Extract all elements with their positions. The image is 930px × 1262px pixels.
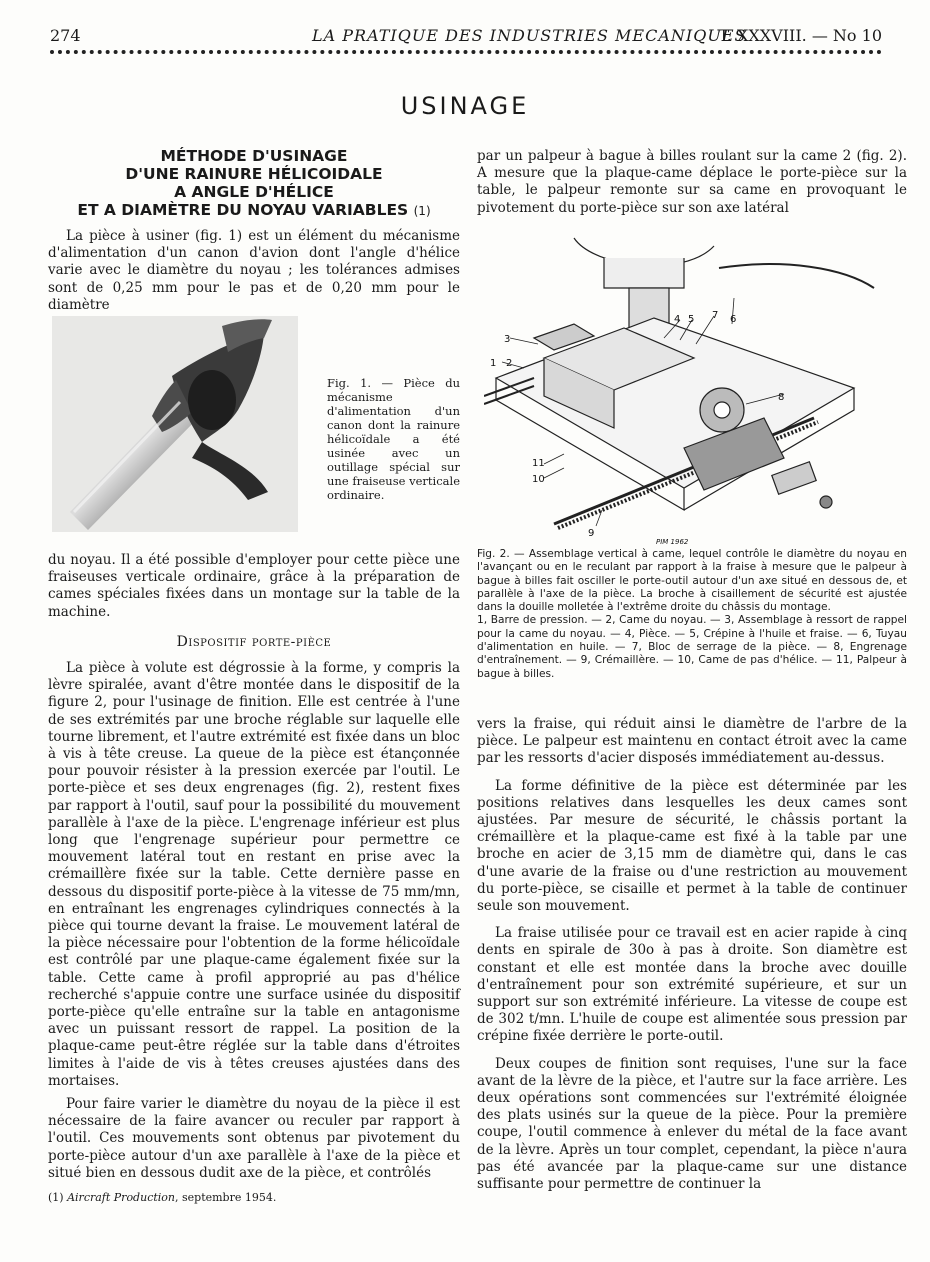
left-body-block <box>48 660 460 1188</box>
subheading-dispositif: Dispositif porte-pièce <box>176 634 332 650</box>
footnote-source: Aircraft Production <box>67 1191 175 1204</box>
right-top-block <box>477 148 907 223</box>
footnote-marker: (1) <box>48 1191 64 1204</box>
paragraph: La pièce à volute est dégrossie à la forme, y compris la lèvre spiralée, avant d'être montée dans le dispositif de la figure 2, pour l'usinage de finition. Elle est centrée à l'une de ses extrémités par une broche réglable sur laquelle elle tourne librement, et l'autre extrémité est fixée dans un bloc à vis à tête creuse. La queue de la pièce est étançonnée pour pouvoir résister à la pression exercée par l'outil. Le porte-pièce et ses deux engrenages (fig. 2), restent fixes par rapport à l'outil, sauf pour la possibilité du mouvement parallèle à l'axe de la pièce. L'engrenage inférieur est plus long que l'engrenage supérieur pour permettre ce mouvement latéral tout en restant en prise avec la crémaillère fixée sur la table. Cette dernière passe en dessous du dispositif porte-pièce à la vitesse de 75 mm/mn, en entraînant les engrenages cylindriques connectés à la pièce qui tourne devant la fraise. Le mouvement latéral de la pièce nécessaire pour l'obtention de la forme hélicoïdale est contrôlé par une plaque-came également fixée sur la table. Cette came à profil approprié au pas d'hélice recherché s'appuie contre une surface usinée du dispositif porte-pièce qu'elle entraîne sur la table en antagonisme avec un puissant ressort de rappel. La position de la plaque-came peut-être réglée sur la table dans d'étroites limites à l'aide de vis à têtes creuses ajustées dans des mortaises. <box>48 660 460 1089</box>
paragraph: Pour faire varier le diamètre du noyau de la pièce il est nécessaire de la faire avancer ou reculer par rapport à l'outil. Ces mouvements sont obtenus par pivotement du porte-pièce autour d'un axe parallèle à l'axe de la pièce et situé bien en dessous dudit axe de la pièce, et contrôlés <box>48 1096 460 1181</box>
page-number: 274 <box>50 26 81 45</box>
title-footnote-marker: (1) <box>413 204 431 218</box>
paragraph: par un palpeur à bague à billes roulant sur la came 2 (fig. 2). A mesure que la plaque-came déplace le porte-pièce sur la table, le palpeur remonte sur sa came en provoquant le pivotement du porte-pièce sur son axe latéral <box>477 148 907 216</box>
callout-7: 7 <box>712 310 719 321</box>
callout-8: 8 <box>778 392 785 403</box>
section-title: USINAGE <box>400 92 530 120</box>
callout-3: 3 <box>504 334 511 345</box>
paragraph: Deux coupes de finition sont requises, l'une sur la face avant de la lèvre de la pièce, et l'autre sur la face arrière. Les deux opérations sont commencées sur l'extrémité éloignée des plats usinés sur la queue de la pièce. Pour la première coupe, l'outil commence à enlever du métal de la face avant de la lèvre. Après un tour complet, cependant, la pièce n'aura pas été avancée par la plaque-came sur une distance suffisante pour permettre de continuer la <box>477 1055 907 1193</box>
callout-10: 10 <box>532 474 545 485</box>
callout-4: 4 <box>674 314 681 325</box>
title-line: MÉTHODE D'USINAGE <box>160 147 348 165</box>
figure-2-caption-text: Fig. 2. — Assemblage vertical à came, lequel contrôle le diamètre du noyau en l'avançant ou en le reculant par rapport à la fraise à mesure que le palpeur à bague à billes fait osciller le porte-outil autour d'un axe situé en dessous de, et parallèle à l'axe de la pièce. La broche à cisaillement de sécurité est ajustée dans la douille molletée à l'extrême droite du châssis du montage. <box>477 548 907 614</box>
callout-11: 11 <box>532 458 545 469</box>
page-header <box>50 24 882 48</box>
callout-6: 6 <box>730 314 737 325</box>
figure-1-caption: Fig. 1. — Pièce du mécanisme d'alimentation d'un canon dont la rainure hélicoïdale a été usinée avec un outillage spécial sur une fraiseuse verticale ordinaire. <box>327 376 460 502</box>
paragraph: La fraise utilisée pour ce travail est en acier rapide à cinq dents en spirale de 30o à pas à droite. Son diamètre est constant et elle est montée dans la broche avec douille d'entraînement pour son extrémité supérieure, et sur un support sur son extrémité inférieure. La vitesse de coupe est de 302 t/mn. L'huile de coupe est alimentée sous pression par crépine fixée derrière le porte-outil. <box>477 925 907 1045</box>
figure-2-caption <box>477 548 907 681</box>
issue-volume: T. XXXVIII. — No 10 <box>718 26 882 45</box>
paragraph: La forme définitive de la pièce est déterminée par les positions relatives dans lesquelles les deux cames sont ajustées. Par mesure de sécurité, le châssis portant la crémaillère et la plaque-came est fixé à la table par une broche en acier de 3,15 mm de diamètre qui, dans le cas d'une avarie de la fraise ou d'une restriction au mouvement du porte-pièce, se cisaille et permet à la table de continuer seule son mouvement. <box>477 777 907 915</box>
footnote <box>48 1191 460 1204</box>
title-line: D'UNE RAINURE HÉLICOIDALE <box>125 165 383 183</box>
intro-paragraph-block <box>48 228 460 320</box>
figure-1-photo <box>52 316 298 532</box>
callout-5: 5 <box>688 314 695 325</box>
footnote-date: , septembre 1954. <box>175 1191 277 1204</box>
paragraph: du noyau. Il a été possible d'employer pour cette pièce une fraiseuses verticale ordinaire, grâce à la préparation de cames spéciales fixées dans un montage sur la table de la machine. <box>48 552 460 620</box>
callout-2: 2 <box>506 358 513 369</box>
right-body-block <box>477 716 907 1199</box>
article-title <box>48 147 460 220</box>
callout-1: 1 <box>490 358 497 369</box>
intro-paragraph: La pièce à usiner (fig. 1) est un élément du mécanisme d'alimentation d'un canon d'avion dont l'angle d'hélice varie avec le diamètre du noyau ; les tolérances admises sont de 0,25 mm pour le pas et de 0,20 mm pour le diamètre <box>48 228 460 313</box>
callout-9: 9 <box>588 528 595 539</box>
after-figure-1-block <box>48 552 460 627</box>
paragraph: vers la fraise, qui réduit ainsi le diamètre de l'arbre de la pièce. Le palpeur est maintenu en contact étroit avec la came par les ressorts d'acier disposés immédiatement au-dessus. <box>477 716 907 767</box>
header-divider <box>50 50 882 54</box>
figure-2-drawing <box>484 228 884 546</box>
figure-2-legend: 1, Barre de pression. — 2, Came du noyau. — 3, Assemblage à ressort de rappel pour la came du noyau. — 4, Pièce. — 5, Crépine à l'huile et fraise. — 6, Tuyau d'alimentation en huile. — 7, Bloc de serrage de la pièce. — 8, Engrenage d'entraînement. — 9, Crémaillère. — 10, Came de pas d'hélice. — 11, Palpeur à bague à billes. <box>477 614 907 680</box>
journal-title: LA PRATIQUE DES INDUSTRIES MECANIQUES <box>312 26 747 45</box>
drawing-signature: PIM 1962 <box>656 538 689 546</box>
title-line: ET A DIAMÈTRE DU NOYAU VARIABLES (1) <box>77 201 431 219</box>
title-line: A ANGLE D'HÉLICE <box>174 183 334 201</box>
